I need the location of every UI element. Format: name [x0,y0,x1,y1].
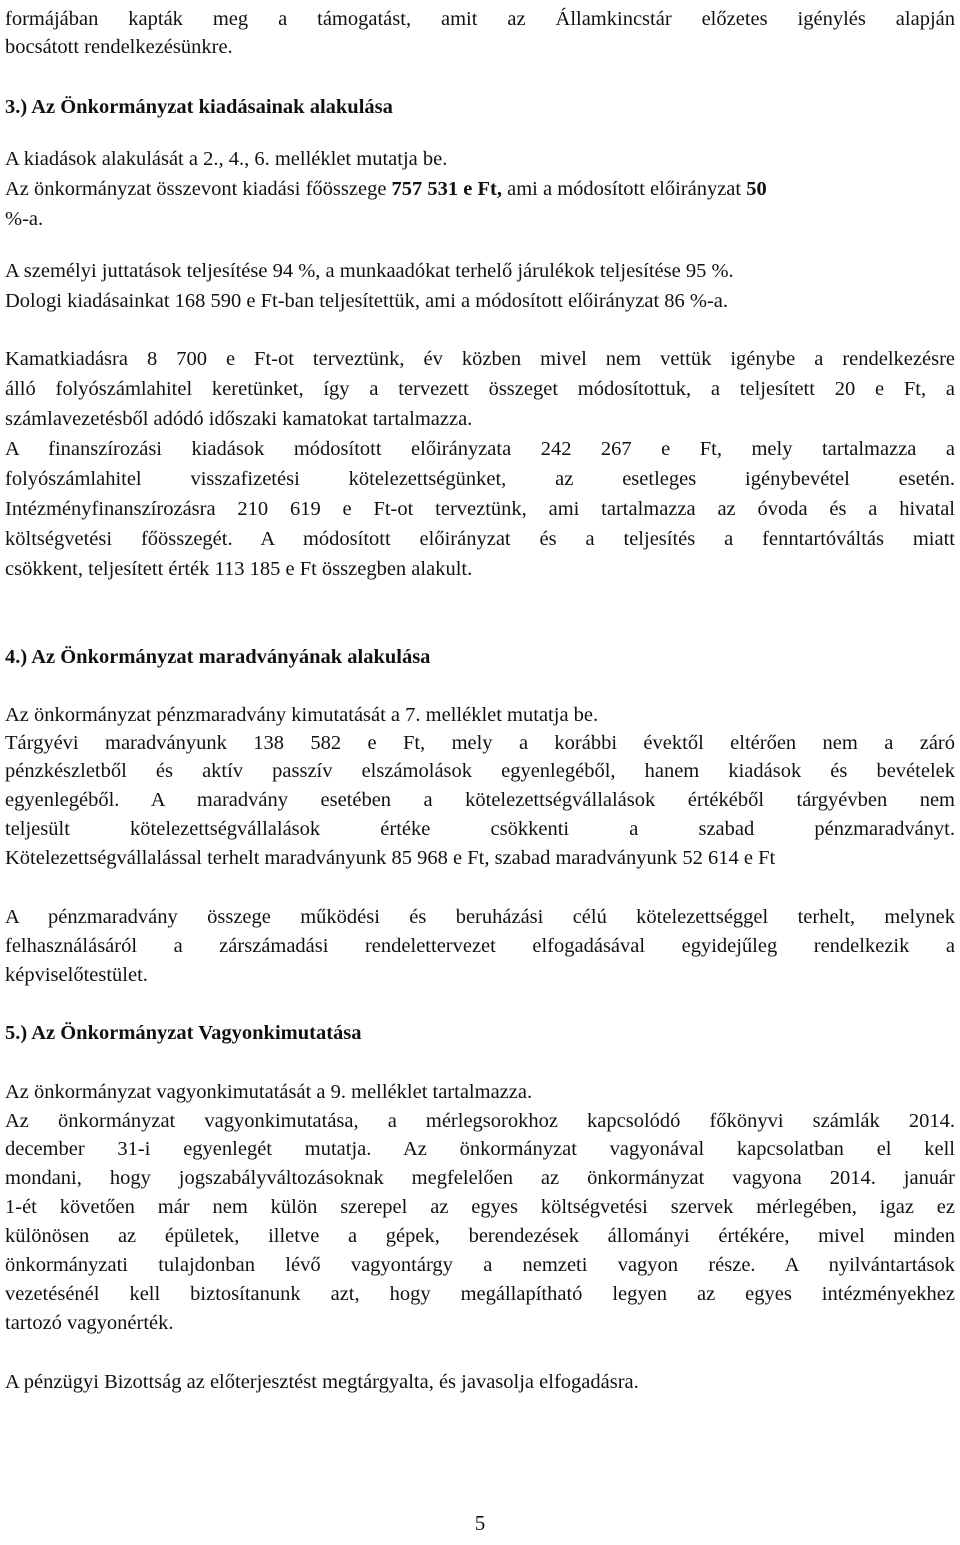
section-3-paragraph-3: A személyi juttatások teljesítése 94 %, a munkaadókat terhelő járulékok teljesítése 95 %. [5,260,734,282]
section-3-paragraph-6-line-4: költségvetési főösszegét. A módosított előirányzat és a teljesítés a fenntartóváltás miatt [5,528,955,550]
section-3-paragraph-4: Dologi kiadásainkat 168 590 e Ft-ban teljesítettük, ami a módosított előirányzat 86 %-a. [5,290,729,312]
section-3-paragraph-5-line-2: álló folyószámlahitel keretünket, így a tervezett összeget módosítottuk, a teljesített 20 e Ft, a [5,378,955,400]
section-5-heading: 5.) Az Önkormányzat Vagyonkimutatása [5,1022,362,1044]
section-3-paragraph-2-line-2: %-a. [5,208,44,230]
section-5-paragraph-2-line-5: különösen az épületek, illetve a gépek, berendezések állományi értékére, mivel minden [5,1225,955,1247]
section-4-heading: 4.) Az Önkormányzat maradványának alakulása [5,646,431,668]
section-3-paragraph-2-line-1 [5,176,955,202]
total-expenditure-amount: 757 531 e Ft, [391,178,502,200]
section-4-paragraph-3-line-1: A pénzmaradvány összege működési és beruházási célú kötelezettséggel terhelt, melynek [5,906,955,928]
section-5-paragraph-2-line-4: 1-ét követően már nem külön szerepel az egyes költségvetési szervek mérlegében, igaz ez [5,1196,955,1218]
page-number: 5 [474,1511,486,1535]
section-3-paragraph-6-line-1: A finanszírozási kiadások módosított előirányzata 242 267 e Ft, mely tartalmazza a [5,438,955,460]
total-expenditure-middle: ami a módosított előirányzat [502,178,747,200]
section-4-paragraph-2-line-2: pénzkészletből és aktív passzív elszámolások egyenlegéből, hanem kiadások és bevételek [5,760,955,782]
section-3-paragraph-6-line-2: folyószámlahitel visszafizetési kötelezettségünket, az esetleges igénybevétel esetén. [5,468,955,490]
total-expenditure-percent: 50 [746,178,767,200]
section-3-paragraph-1: A kiadások alakulását a 2., 4., 6. melléklet mutatja be. [5,148,448,170]
section-3-paragraph-6-line-5: csökkent, teljesített érték 113 185 e Ft összegben alakult. [5,558,473,580]
section-3-paragraph-5-line-1: Kamatkiadásra 8 700 e Ft-ot terveztünk, év közben mivel nem vettük igénybe a rendelkezésre [5,348,955,370]
section-5-paragraph-2-line-1: Az önkormányzat vagyonkimutatása, a mérlegsorokhoz kapcsolódó főkönyvi számlák 2014. [5,1110,955,1132]
section-5-paragraph-2-line-8: tartozó vagyonérték. [5,1312,174,1334]
section-4-paragraph-3-line-3: képviselőtestület. [5,964,148,986]
section-4-paragraph-3-line-2: felhasználásáról a zárszámadási rendelettervezet elfogadásával egyidejűleg rendelkezik a [5,935,955,957]
section-5-paragraph-2-line-3: mondani, hogy jogszabályváltozásoknak megfelelően az önkormányzat vagyona 2014. január [5,1167,955,1189]
section-4-paragraph-1: Az önkormányzat pénzmaradvány kimutatását a 7. melléklet mutatja be. [5,704,599,726]
section-3-paragraph-5-line-3: számlavezetésből adódó időszaki kamatokat tartalmazza. [5,408,473,430]
section-4-paragraph-2-line-5: Kötelezettségvállalással terhelt maradványunk 85 968 e Ft, szabad maradványunk 52 614 e Ft [5,847,776,869]
section-3-paragraph-6-line-3: Intézményfinanszírozásra 210 619 e Ft-ot terveztünk, ami tartalmazza az óvoda és a hivatal [5,498,955,520]
intro-line-2: bocsátott rendelkezésünkre. [5,36,233,58]
section-4-paragraph-2-line-1: Tárgyévi maradványunk 138 582 e Ft, mely a korábbi évektől eltérően nem a záró [5,732,955,754]
intro-line-1: formájában kapták meg a támogatást, amit az Államkincstár előzetes igénylés alapján [5,8,955,30]
section-4-paragraph-2-line-3: egyenlegéből. A maradvány esetében a kötelezettségvállalások értékéből tárgyévben nem [5,789,955,811]
section-5-paragraph-2-line-2: december 31-i egyenlegét mutatja. Az önkormányzat vagyonával kapcsolatban el kell [5,1138,955,1160]
section-5-paragraph-3: A pénzügyi Bizottság az előterjesztést megtárgyalta, és javasolja elfogadásra. [5,1371,639,1393]
section-5-paragraph-2-line-6: önkormányzati tulajdonban lévő vagyontárgy a nemzeti vagyon része. A nyilvántartások [5,1254,955,1276]
section-4-paragraph-2-line-4: teljesült kötelezettségvállalások értéke csökkenti a szabad pénzmaradványt. [5,818,955,840]
section-5-paragraph-1: Az önkormányzat vagyonkimutatását a 9. melléklet tartalmazza. [5,1081,533,1103]
section-5-paragraph-2-line-7: vezetésénél kell biztosítanunk azt, hogy megállapítható legyen az egyes intézményekhez [5,1283,955,1305]
section-3-heading: 3.) Az Önkormányzat kiadásainak alakulása [5,96,393,118]
total-expenditure-prefix: Az önkormányzat összevont kiadási főösszege [5,178,392,200]
